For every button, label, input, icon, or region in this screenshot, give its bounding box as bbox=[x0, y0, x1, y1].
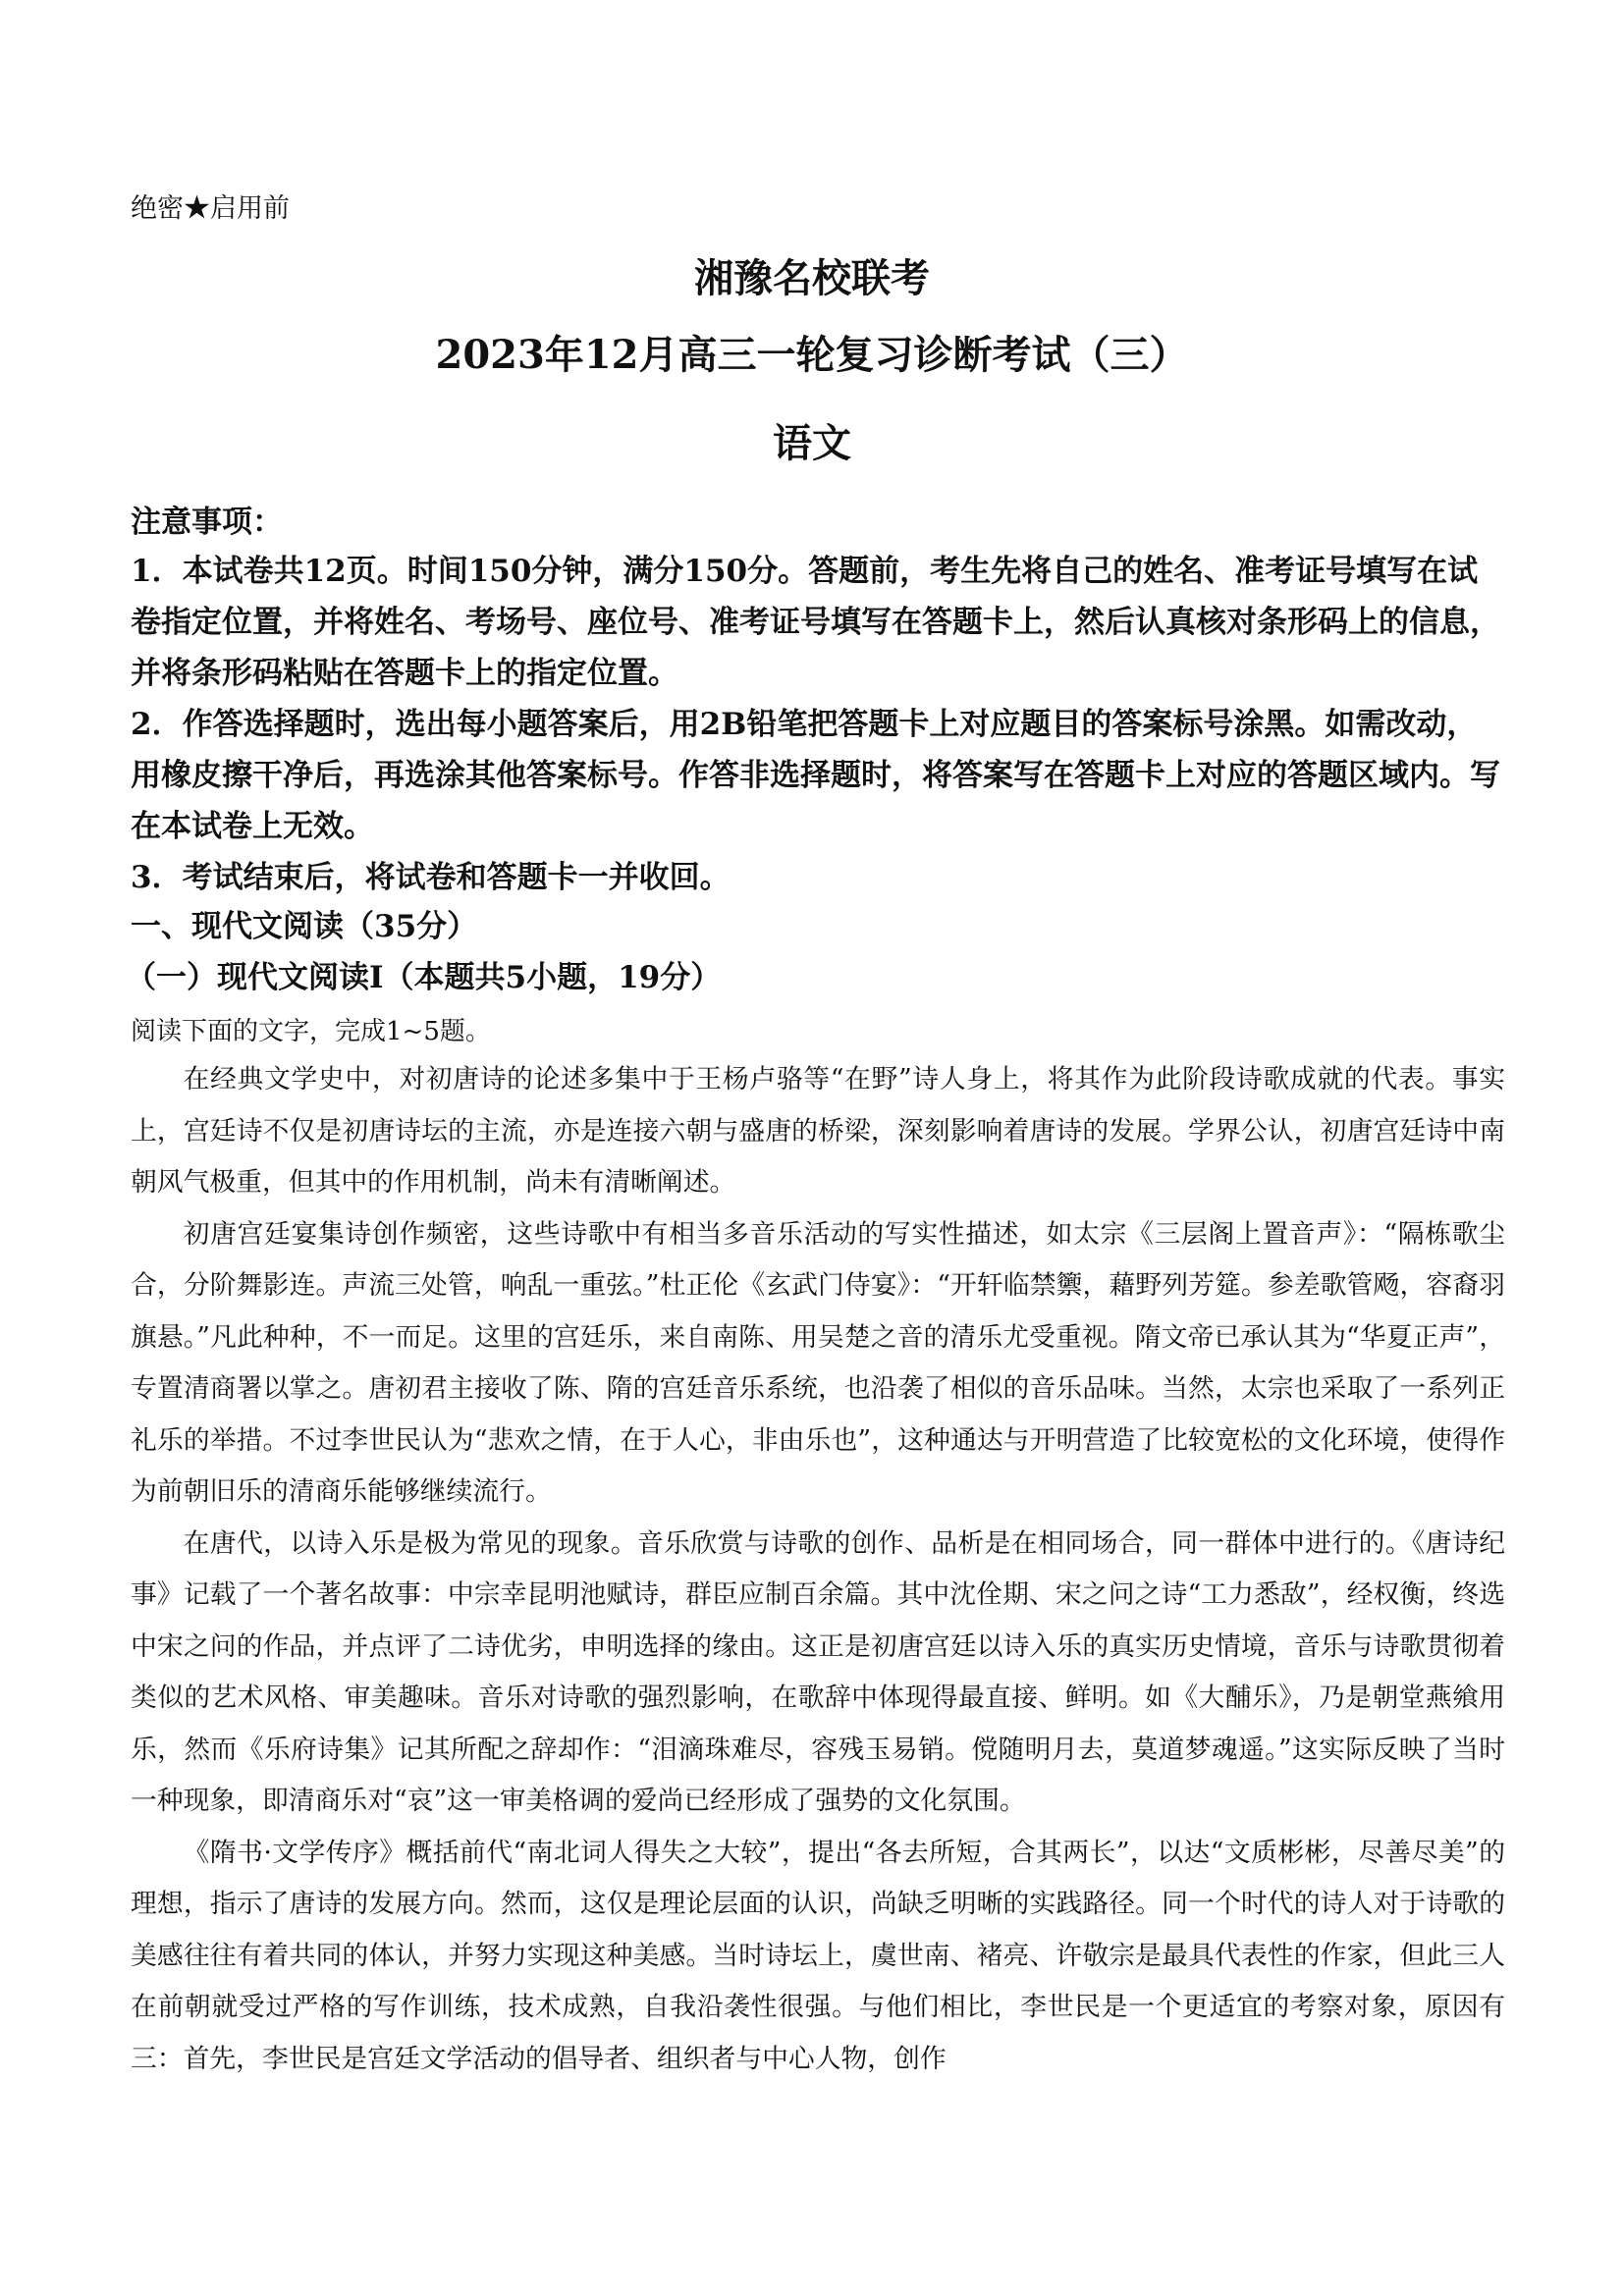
confidential-mark: 绝密★启用前 bbox=[131, 193, 290, 224]
exam-union-title: 湘豫名校联考 bbox=[694, 255, 930, 301]
passage-paragraph-1: 在经典文学史中，对初唐诗的论述多集中于王杨卢骆等“在野”诗人身上，将其作为此阶段诗歌成就的代表。事实上，宫廷诗不仅是初唐诗坛的主流，亦是连接六朝与盛唐的桥梁，深刻影响着唐诗的发展。学界公认，初唐宫廷诗中南朝风气极重，但其中的作用机制，尚未有清晰阐述。 bbox=[131, 1064, 1505, 1198]
subject-title: 语文 bbox=[773, 420, 851, 466]
notice-item-3: 3．考试结束后，将试卷和答题卡一并收回。 bbox=[131, 860, 731, 895]
notice-item-2: 2．作答选择题时，选出每小题答案后，用2B铅笔把答题卡上对应题目的答案标号涂黑。如需改动，用橡皮擦干净后，再选涂其他答案标号。作答非选择题时，将答案写在答题卡上对应的答题区域内。写在本试卷上无效。 bbox=[131, 707, 1500, 844]
subsection-heading: （一）现代文阅读Ⅰ（本题共5小题，19分） bbox=[126, 960, 722, 995]
reading-instruction: 阅读下面的文字，完成1~5题。 bbox=[131, 1017, 491, 1046]
reading-passage bbox=[131, 1054, 1505, 2085]
exam-name-title: 2023年12月高三一轮复习诊断考试（三） bbox=[435, 332, 1189, 378]
passage-paragraph-4: 《隋书·文学传序》概括前代“南北词人得失之大较”，提出“各去所短，合其两长”，以达“文质彬彬，尽善尽美”的理想，指示了唐诗的发展方向。然而，这仅是理论层面的认识，尚缺乏明晰的实践路径。同一个时代的诗人对于诗歌的美感往往有着共同的体认，并努力实现这种美感。当时诗坛上，虞世南、褚亮、许敬宗是最具代表性的作家，但此三人在前朝就受过严格的写作训练，技术成熟，自我沿袭性很强。与他们相比，李世民是一个更适宜的考察对象，原因有三：首先，李世民是宫廷文学活动的倡导者、组织者与中心人物，创作 bbox=[131, 1837, 1505, 2074]
passage-paragraph-3: 在唐代，以诗入乐是极为常见的现象。音乐欣赏与诗歌的创作、品析是在相同场合，同一群体中进行的。《唐诗纪事》记载了一个著名故事：中宗幸昆明池赋诗，群臣应制百余篇。其中沈佺期、宋之问之诗“工力悉敌”，经权衡，终选中宋之问的作品，并点评了二诗优劣，申明选择的缘由。这正是初唐宫廷以诗入乐的真实历史情境，音乐与诗歌贯彻着类似的艺术风格、审美趣味。音乐对诗歌的强烈影响，在歌辞中体现得最直接、鲜明。如《大酺乐》，乃是朝堂燕飨用乐，然而《乐府诗集》记其所配之辞却作：“泪滴珠难尽，容残玉易销。傥随明月去，莫道梦魂遥。”这实际反映了当时一种现象，即清商乐对“哀”这一审美格调的爱尚已经形成了强势的文化氛围。 bbox=[131, 1527, 1505, 1816]
notice-item-1: 1．本试卷共12页。时间150分钟，满分150分。答题前，考生先将自己的姓名、准考证号填写在试卷指定位置，并将姓名、考场号、座位号、准考证号填写在答题卡上，然后认真核对条形码上的信息，并将条形码粘贴在答题卡上的指定位置。 bbox=[131, 554, 1500, 691]
notice-list bbox=[131, 546, 1505, 903]
notice-heading: 注意事项： bbox=[131, 505, 283, 540]
section-heading: 一、现代文阅读（35分） bbox=[131, 909, 478, 944]
passage-paragraph-2: 初唐宫廷宴集诗创作频密，这些诗歌中有相当多音乐活动的写实性描述，如太宗《三层阁上置音声》：“隔栋歌尘合，分阶舞影连。声流三处管，响乱一重弦。”杜正伦《玄武门侍宴》：“开轩临禁籞，藉野列芳筵。参差歌管飏，容裔羽旗悬。”凡此种种，不一而足。这里的宫廷乐，来自南陈、用吴楚之音的清乐尤受重视。隋文帝已承认其为“华夏正声”，专置清商署以掌之。唐初君主接收了陈、隋的宫廷音乐系统，也沿袭了相似的音乐品味。当然，太宗也采取了一系列正礼乐的举措。不过李世民认为“悲欢之情，在于人心，非由乐也”，这种通达与开明营造了比较宽松的文化环境，使得作为前朝旧乐的清商乐能够继续流行。 bbox=[131, 1218, 1505, 1507]
